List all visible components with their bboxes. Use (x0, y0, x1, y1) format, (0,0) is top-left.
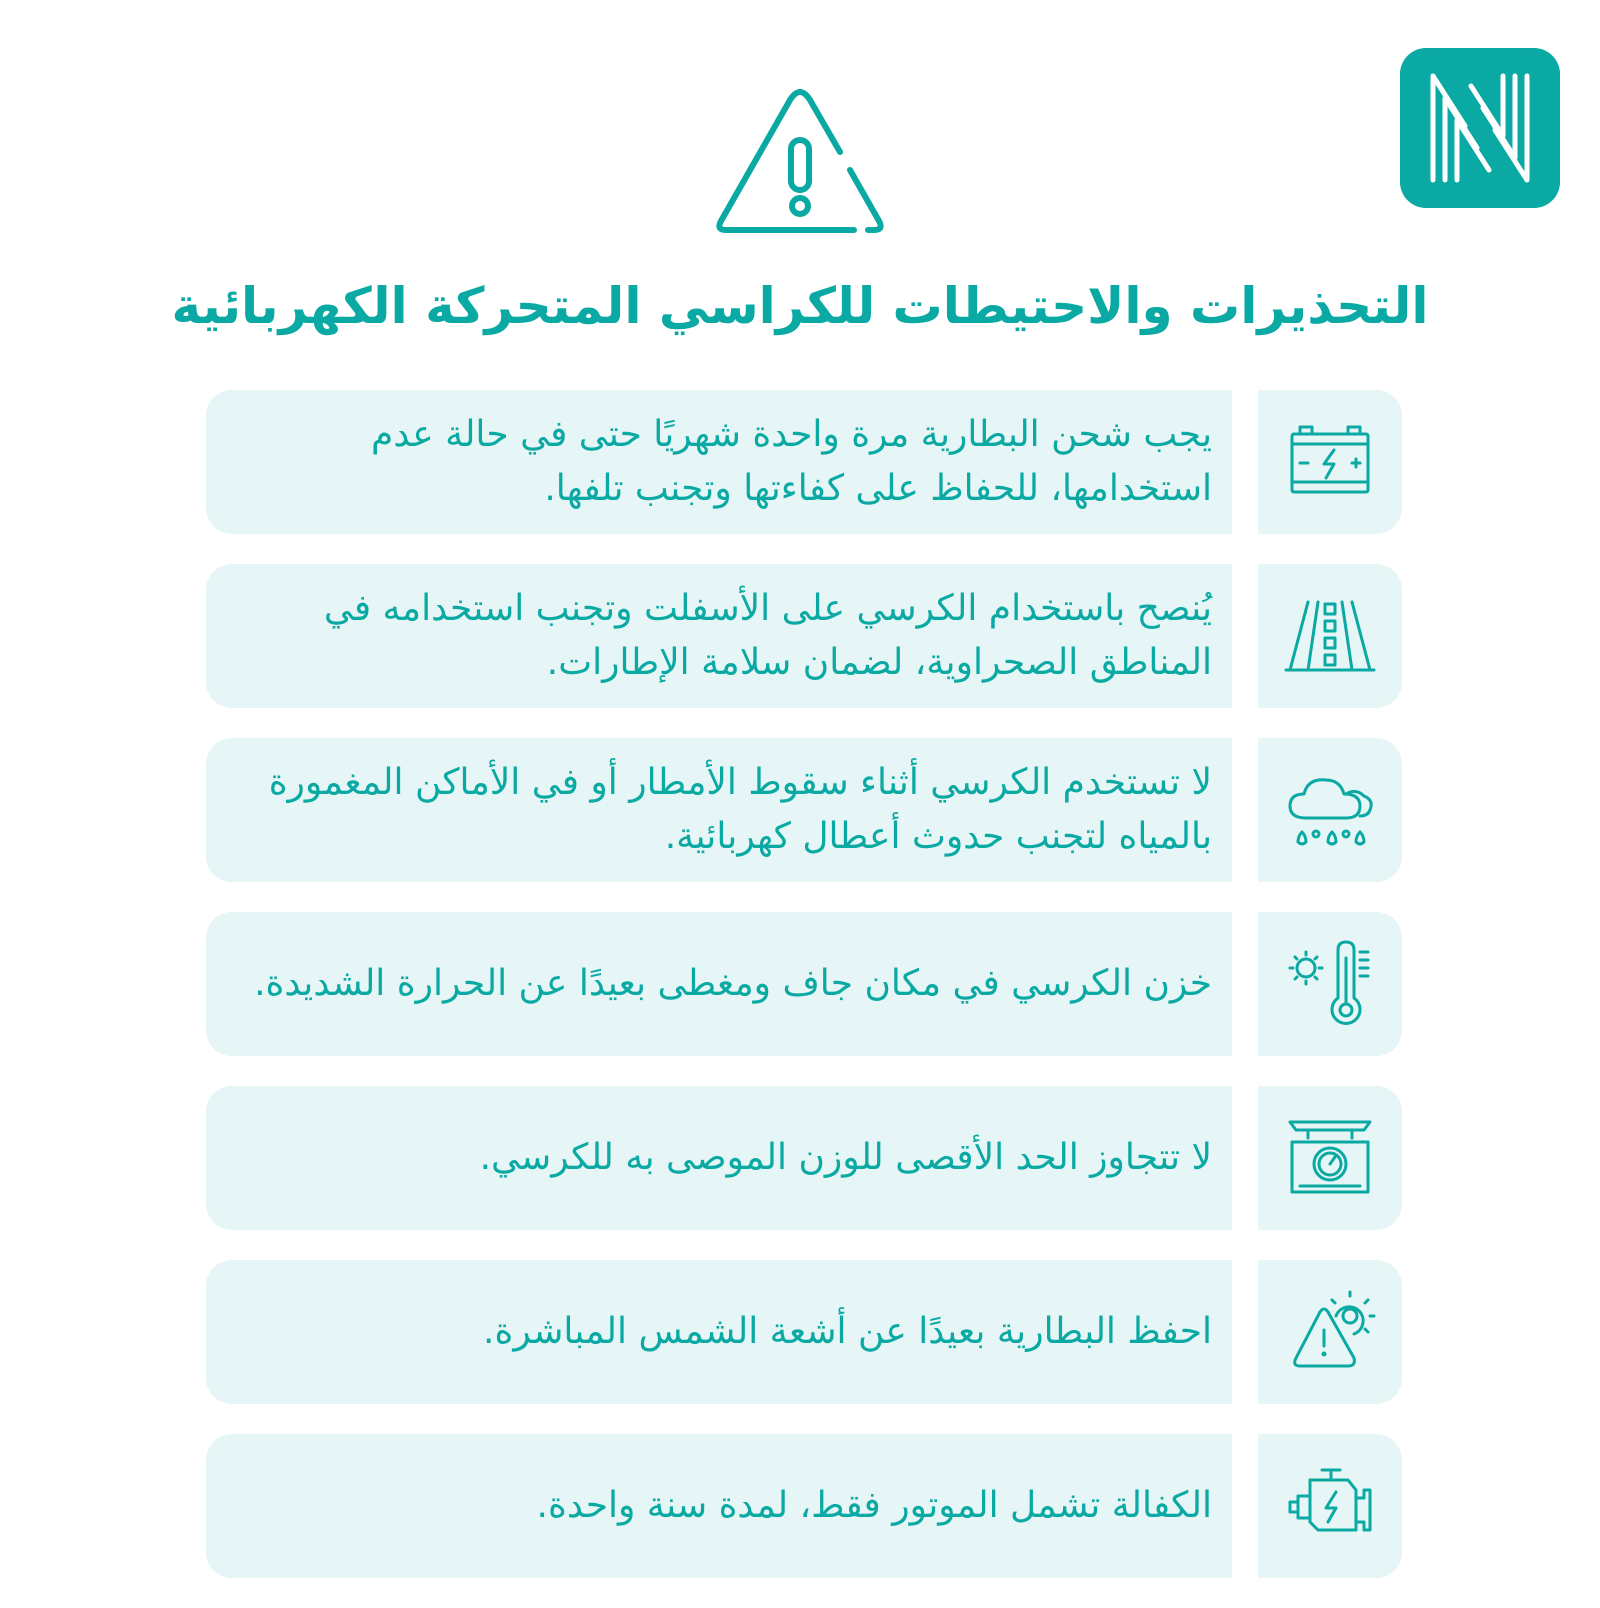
item-text: لا تستخدم الكرسي أثناء سقوط الأمطار أو في الأماكن المغمورة بالمياه لتجنب حدوث أعطال كهربائية. (268, 762, 1212, 857)
item-text: احفظ البطارية بعيدًا عن أشعة الشمس المباشرة. (483, 1311, 1212, 1352)
item-text: خزن الكرسي في مكان جاف ومغطى بعيدًا عن الحرارة الشديدة. (254, 963, 1212, 1004)
icon-box (1258, 912, 1402, 1056)
icon-box (1258, 1260, 1402, 1404)
precautions-list (206, 390, 1402, 1608)
icon-box (1258, 1434, 1402, 1578)
icon-box (1258, 1086, 1402, 1230)
list-item (206, 738, 1402, 882)
brand-logo (1400, 48, 1560, 208)
brand-logo-icon (1425, 68, 1535, 188)
page-title: التحذيرات والاحتيطات للكراسي المتحركة الكهربائية (171, 277, 1429, 335)
text-box (206, 1086, 1232, 1230)
rain-cloud-icon (1284, 764, 1376, 856)
engine-icon (1284, 1460, 1376, 1552)
sun-warning-icon (1284, 1286, 1376, 1378)
text-box (206, 390, 1232, 534)
list-item (206, 912, 1402, 1056)
list-item (206, 390, 1402, 534)
list-item (206, 564, 1402, 708)
text-box (206, 1434, 1232, 1578)
list-item (206, 1086, 1402, 1230)
icon-box (1258, 390, 1402, 534)
text-box (206, 738, 1232, 882)
item-text: لا تتجاوز الحد الأقصى للوزن الموصى به للكرسي. (479, 1137, 1212, 1178)
sun-thermometer-icon (1284, 938, 1376, 1030)
battery-icon (1284, 416, 1376, 508)
text-box (206, 1260, 1232, 1404)
item-text: يُنصح باستخدام الكرسي على الأسفلت وتجنب استخدامه في المناطق الصحراوية، لضمان سلامة الإطارات. (323, 588, 1212, 683)
icon-box (1258, 738, 1402, 882)
road-icon (1284, 590, 1376, 682)
item-text: الكفالة تشمل الموتور فقط، لمدة سنة واحدة. (536, 1485, 1212, 1526)
weighing-scale-icon (1284, 1112, 1376, 1204)
text-box (206, 912, 1232, 1056)
list-item (206, 1434, 1402, 1578)
icon-box (1258, 564, 1402, 708)
warning-triangle-icon (712, 82, 888, 244)
list-item (206, 1260, 1402, 1404)
text-box (206, 564, 1232, 708)
item-text: يجب شحن البطارية مرة واحدة شهريًا حتى في حالة عدم استخدامها، للحفاظ على كفاءتها وتجنب تلفها. (371, 414, 1212, 509)
